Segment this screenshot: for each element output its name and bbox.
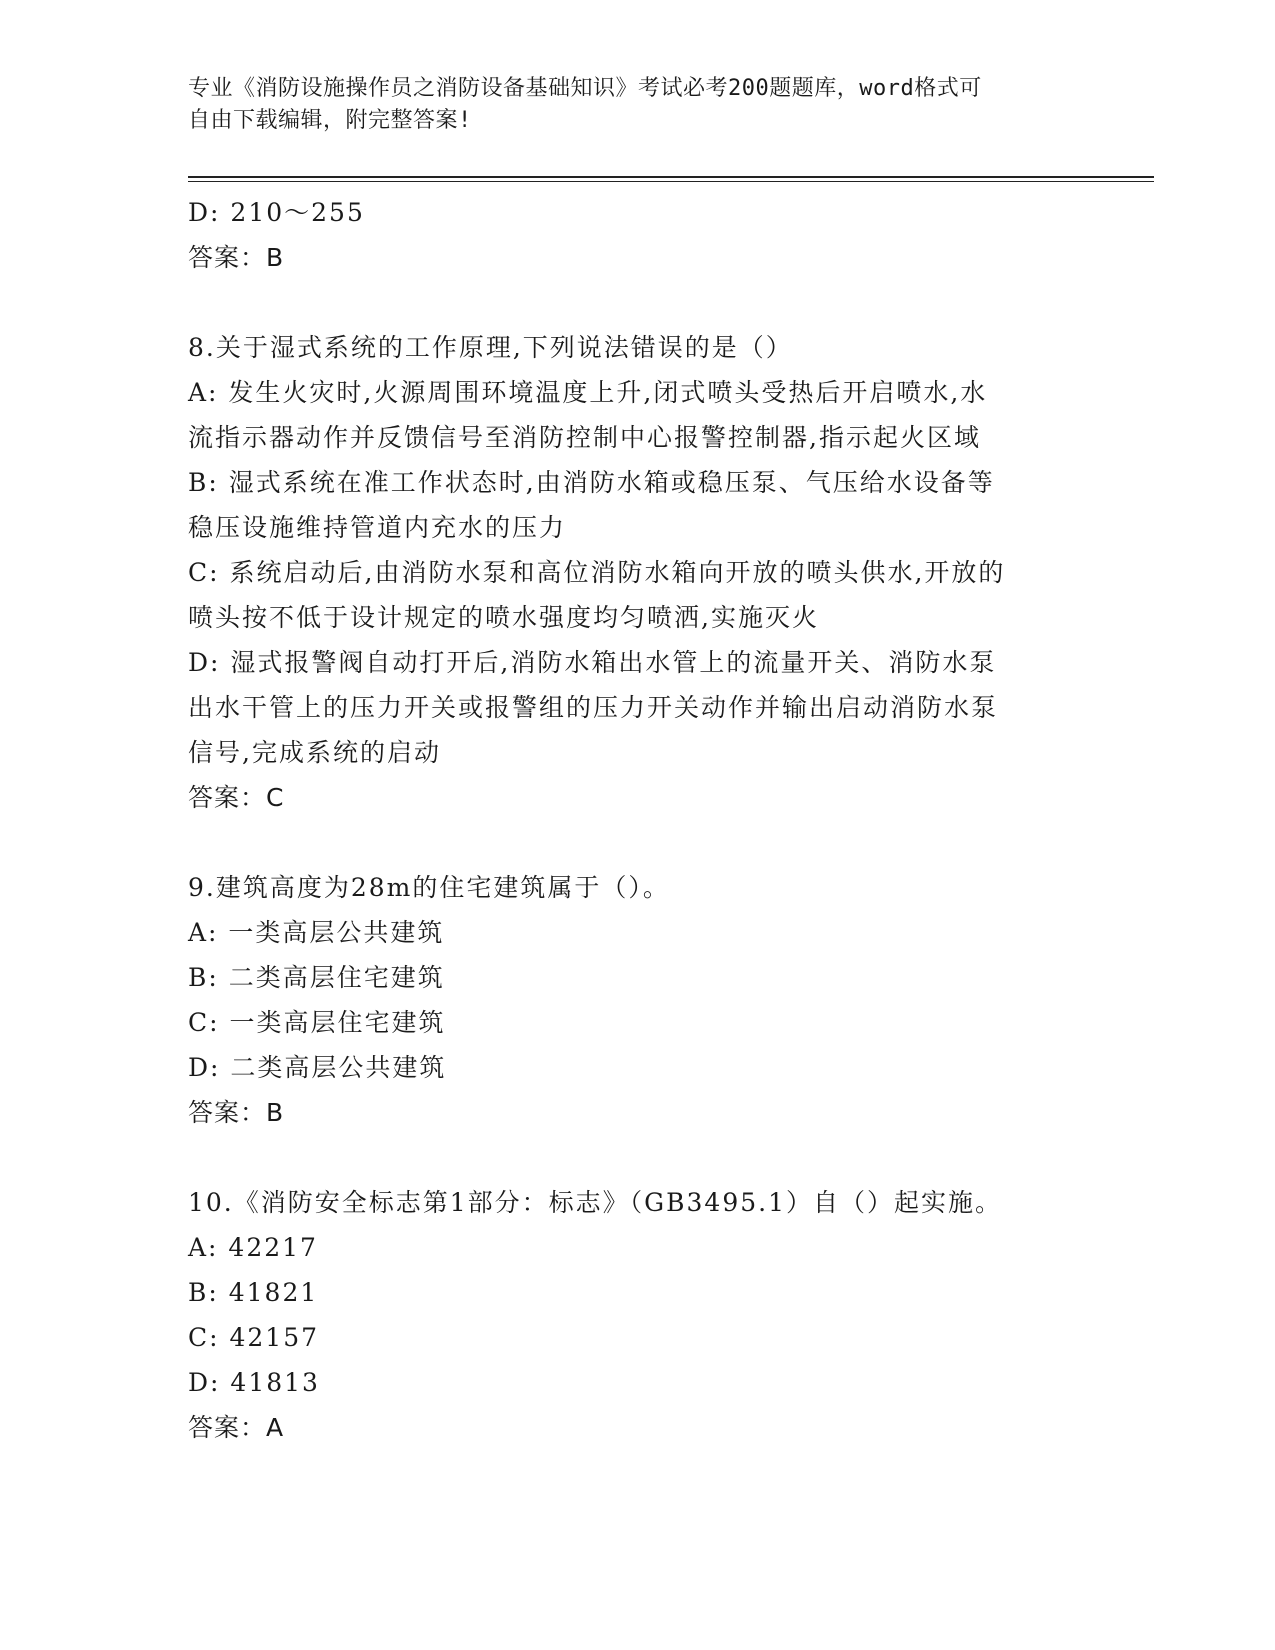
question-8 (188, 325, 1068, 820)
question-10 (188, 1180, 1068, 1450)
question-8-option-d-cont: 出水干管上的压力开关或报警组的压力开关动作并输出启动消防水泵 (188, 693, 999, 722)
question-10-option-c: C: 42157 (188, 1323, 320, 1352)
question-8-option-b-cont: 稳压设施维持管道内充水的压力 (188, 513, 567, 542)
question-9-option-d: D: 二类高层公共建筑 (188, 1053, 447, 1082)
spacer (188, 1135, 1068, 1180)
question-8-option-d: D: 湿式报警阀自动打开后,消防水箱出水管上的流量开关、消防水泵 (188, 648, 997, 677)
header-divider-thin (188, 181, 1154, 182)
question-8-option-d-cont-2: 信号,完成系统的启动 (188, 738, 441, 767)
question-8-option-b: B: 湿式系统在准工作状态时,由消防水箱或稳压泵、气压给水设备等 (188, 468, 995, 497)
spacer (188, 820, 1068, 865)
question-9-option-b: B: 二类高层住宅建筑 (188, 963, 445, 992)
document-header (188, 73, 1068, 137)
question-10-option-d: D: 41813 (188, 1368, 320, 1397)
question-9-option-a: A: 一类高层公共建筑 (188, 918, 445, 947)
prev-answer: 答案：B (188, 243, 285, 272)
question-10-option-b: B: 41821 (188, 1278, 319, 1307)
question-8-option-c-cont: 喷头按不低于设计规定的喷水强度均匀喷洒,实施灭火 (188, 603, 819, 632)
question-10-option-a: A: 42217 (188, 1233, 318, 1262)
prev-option-d: D: 210～255 (188, 198, 365, 227)
question-8-answer: 答案：C (188, 783, 285, 812)
spacer (188, 280, 1068, 325)
header-divider-thick (188, 176, 1154, 178)
question-8-option-a: A: 发生火灾时,火源周围环境温度上升,闭式喷头受热后开启喷水,水 (188, 378, 988, 407)
question-8-option-a-cont: 流指示器动作并反馈信号至消防控制中心报警控制器,指示起火区域 (188, 423, 981, 452)
question-9-option-c: C: 一类高层住宅建筑 (188, 1008, 446, 1037)
question-10-answer: 答案：A (188, 1413, 285, 1442)
question-9 (188, 865, 1068, 1135)
header-line-1: 专业《消防设施操作员之消防设备基础知识》考试必考200题题库，word格式可 (188, 76, 982, 101)
question-10-text: 10.《消防安全标志第1部分：标志》（GB3495.1）自（）起实施。 (188, 1188, 1002, 1217)
header-line-2: 自由下载编辑，附完整答案! (188, 108, 472, 133)
question-8-option-c: C: 系统启动后,由消防水泵和高位消防水箱向开放的喷头供水,开放的 (188, 558, 1006, 587)
question-9-answer: 答案：B (188, 1098, 285, 1127)
question-9-text: 9.建筑高度为28m的住宅建筑属于（）。 (188, 873, 670, 902)
question-8-text: 8.关于湿式系统的工作原理,下列说法错误的是（） (188, 333, 793, 362)
document-body (188, 190, 1068, 1450)
